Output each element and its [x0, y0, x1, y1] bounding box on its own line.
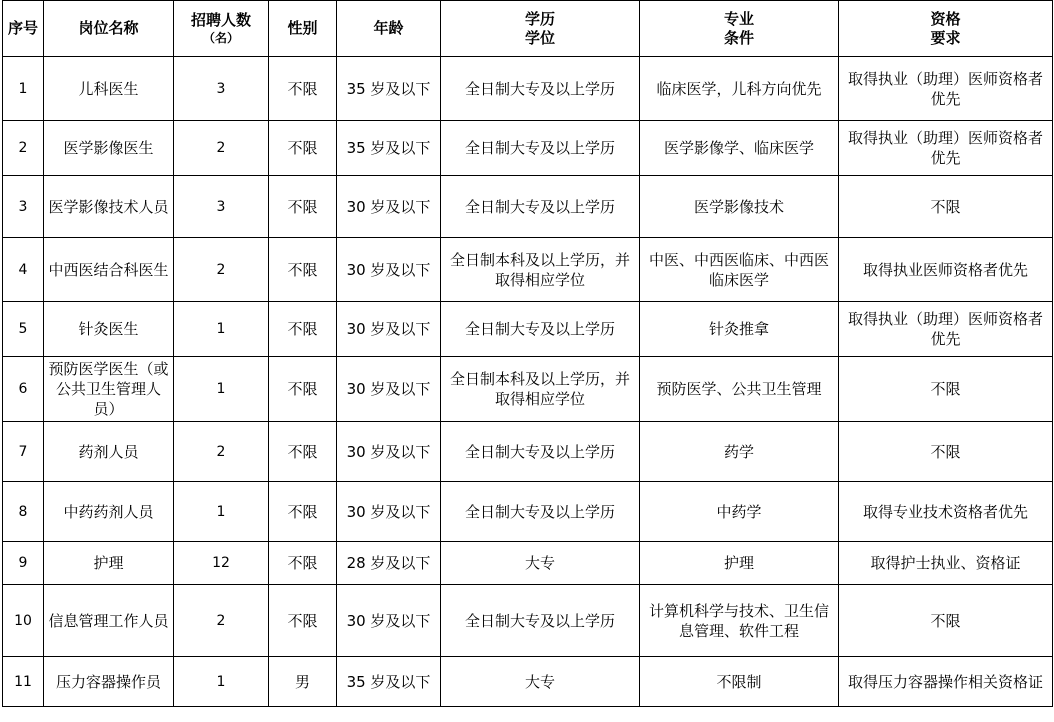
cell-age: 35 岁及以下 [337, 121, 441, 176]
cell-position: 针灸医生 [44, 302, 174, 357]
table-row [3, 357, 1053, 422]
cell-position: 信息管理工作人员 [44, 585, 174, 657]
cell-position: 压力容器操作员 [44, 657, 174, 707]
cell-seq: 9 [3, 542, 44, 585]
header-gender: 性别 [269, 1, 337, 57]
header-count [174, 1, 269, 57]
cell-qualification: 不限 [839, 176, 1053, 238]
cell-qualification: 不限 [839, 357, 1053, 422]
cell-age: 30 岁及以下 [337, 238, 441, 302]
cell-qualification: 取得执业（助理）医师资格者优先 [839, 121, 1053, 176]
cell-count: 12 [174, 542, 269, 585]
cell-position: 预防医学医生（或公共卫生管理人员） [44, 357, 174, 422]
cell-position: 医学影像技术人员 [44, 176, 174, 238]
cell-qualification: 取得专业技术资格者优先 [839, 482, 1053, 542]
table-row [3, 482, 1053, 542]
cell-seq: 8 [3, 482, 44, 542]
cell-education: 大专 [441, 657, 640, 707]
cell-gender: 不限 [269, 176, 337, 238]
cell-seq: 5 [3, 302, 44, 357]
cell-count: 1 [174, 357, 269, 422]
cell-age: 30 岁及以下 [337, 357, 441, 422]
cell-qualification: 取得执业（助理）医师资格者优先 [839, 57, 1053, 121]
cell-education: 全日制大专及以上学历 [441, 176, 640, 238]
cell-gender: 不限 [269, 585, 337, 657]
cell-position: 药剂人员 [44, 422, 174, 482]
cell-age: 30 岁及以下 [337, 422, 441, 482]
cell-major: 医学影像学、临床医学 [640, 121, 839, 176]
cell-education: 全日制大专及以上学历 [441, 121, 640, 176]
cell-count: 1 [174, 302, 269, 357]
table-row [3, 176, 1053, 238]
cell-count: 3 [174, 176, 269, 238]
cell-major: 中药学 [640, 482, 839, 542]
cell-position: 儿科医生 [44, 57, 174, 121]
header-major: 专业 条件 [640, 1, 839, 57]
table-row [3, 238, 1053, 302]
cell-position: 医学影像医生 [44, 121, 174, 176]
cell-gender: 不限 [269, 422, 337, 482]
cell-major: 医学影像技术 [640, 176, 839, 238]
cell-major: 护理 [640, 542, 839, 585]
cell-count: 3 [174, 57, 269, 121]
header-count-unit: （名） [202, 31, 239, 45]
cell-major: 临床医学，儿科方向优先 [640, 57, 839, 121]
cell-qualification: 不限 [839, 585, 1053, 657]
cell-age: 28 岁及以下 [337, 542, 441, 585]
cell-qualification: 不限 [839, 422, 1053, 482]
cell-seq: 2 [3, 121, 44, 176]
cell-qualification: 取得执业（助理）医师资格者优先 [839, 302, 1053, 357]
cell-education: 全日制本科及以上学历，并取得相应学位 [441, 357, 640, 422]
cell-major: 计算机科学与技术、卫生信息管理、软件工程 [640, 585, 839, 657]
header-seq: 序号 [3, 1, 44, 57]
table-row [3, 422, 1053, 482]
cell-count: 2 [174, 238, 269, 302]
table-row [3, 542, 1053, 585]
cell-age: 35 岁及以下 [337, 57, 441, 121]
cell-major: 药学 [640, 422, 839, 482]
header-row [3, 1, 1053, 57]
cell-education: 全日制大专及以上学历 [441, 57, 640, 121]
header-position: 岗位名称 [44, 1, 174, 57]
cell-count: 1 [174, 657, 269, 707]
table-row [3, 121, 1053, 176]
table-row [3, 585, 1053, 657]
cell-age: 30 岁及以下 [337, 176, 441, 238]
cell-major: 不限制 [640, 657, 839, 707]
header-age: 年龄 [337, 1, 441, 57]
cell-position: 中药药剂人员 [44, 482, 174, 542]
header-qualification: 资格 要求 [839, 1, 1053, 57]
cell-age: 30 岁及以下 [337, 302, 441, 357]
cell-education: 全日制大专及以上学历 [441, 422, 640, 482]
table-row [3, 302, 1053, 357]
cell-gender: 不限 [269, 238, 337, 302]
cell-education: 全日制大专及以上学历 [441, 482, 640, 542]
header-education: 学历 学位 [441, 1, 640, 57]
cell-seq: 7 [3, 422, 44, 482]
table-row [3, 57, 1053, 121]
cell-major: 预防医学、公共卫生管理 [640, 357, 839, 422]
header-count-main: 招聘人数 [190, 11, 251, 29]
cell-gender: 男 [269, 657, 337, 707]
cell-seq: 6 [3, 357, 44, 422]
cell-major: 针灸推拿 [640, 302, 839, 357]
cell-count: 2 [174, 585, 269, 657]
cell-qualification: 取得执业医师资格者优先 [839, 238, 1053, 302]
cell-education: 大专 [441, 542, 640, 585]
cell-age: 35 岁及以下 [337, 657, 441, 707]
table-row [3, 657, 1053, 707]
recruitment-table [2, 0, 1053, 707]
cell-gender: 不限 [269, 121, 337, 176]
cell-qualification: 取得压力容器操作相关资格证 [839, 657, 1053, 707]
cell-gender: 不限 [269, 482, 337, 542]
cell-seq: 3 [3, 176, 44, 238]
cell-gender: 不限 [269, 357, 337, 422]
cell-count: 1 [174, 482, 269, 542]
cell-qualification: 取得护士执业、资格证 [839, 542, 1053, 585]
cell-education: 全日制大专及以上学历 [441, 302, 640, 357]
cell-major: 中医、中西医临床、中西医临床医学 [640, 238, 839, 302]
cell-position: 中西医结合科医生 [44, 238, 174, 302]
cell-seq: 4 [3, 238, 44, 302]
cell-position: 护理 [44, 542, 174, 585]
cell-count: 2 [174, 422, 269, 482]
cell-gender: 不限 [269, 542, 337, 585]
cell-gender: 不限 [269, 302, 337, 357]
cell-education: 全日制本科及以上学历，并取得相应学位 [441, 238, 640, 302]
cell-seq: 1 [3, 57, 44, 121]
cell-seq: 11 [3, 657, 44, 707]
cell-seq: 10 [3, 585, 44, 657]
cell-education: 全日制大专及以上学历 [441, 585, 640, 657]
cell-gender: 不限 [269, 57, 337, 121]
cell-age: 30 岁及以下 [337, 482, 441, 542]
cell-count: 2 [174, 121, 269, 176]
cell-age: 30 岁及以下 [337, 585, 441, 657]
